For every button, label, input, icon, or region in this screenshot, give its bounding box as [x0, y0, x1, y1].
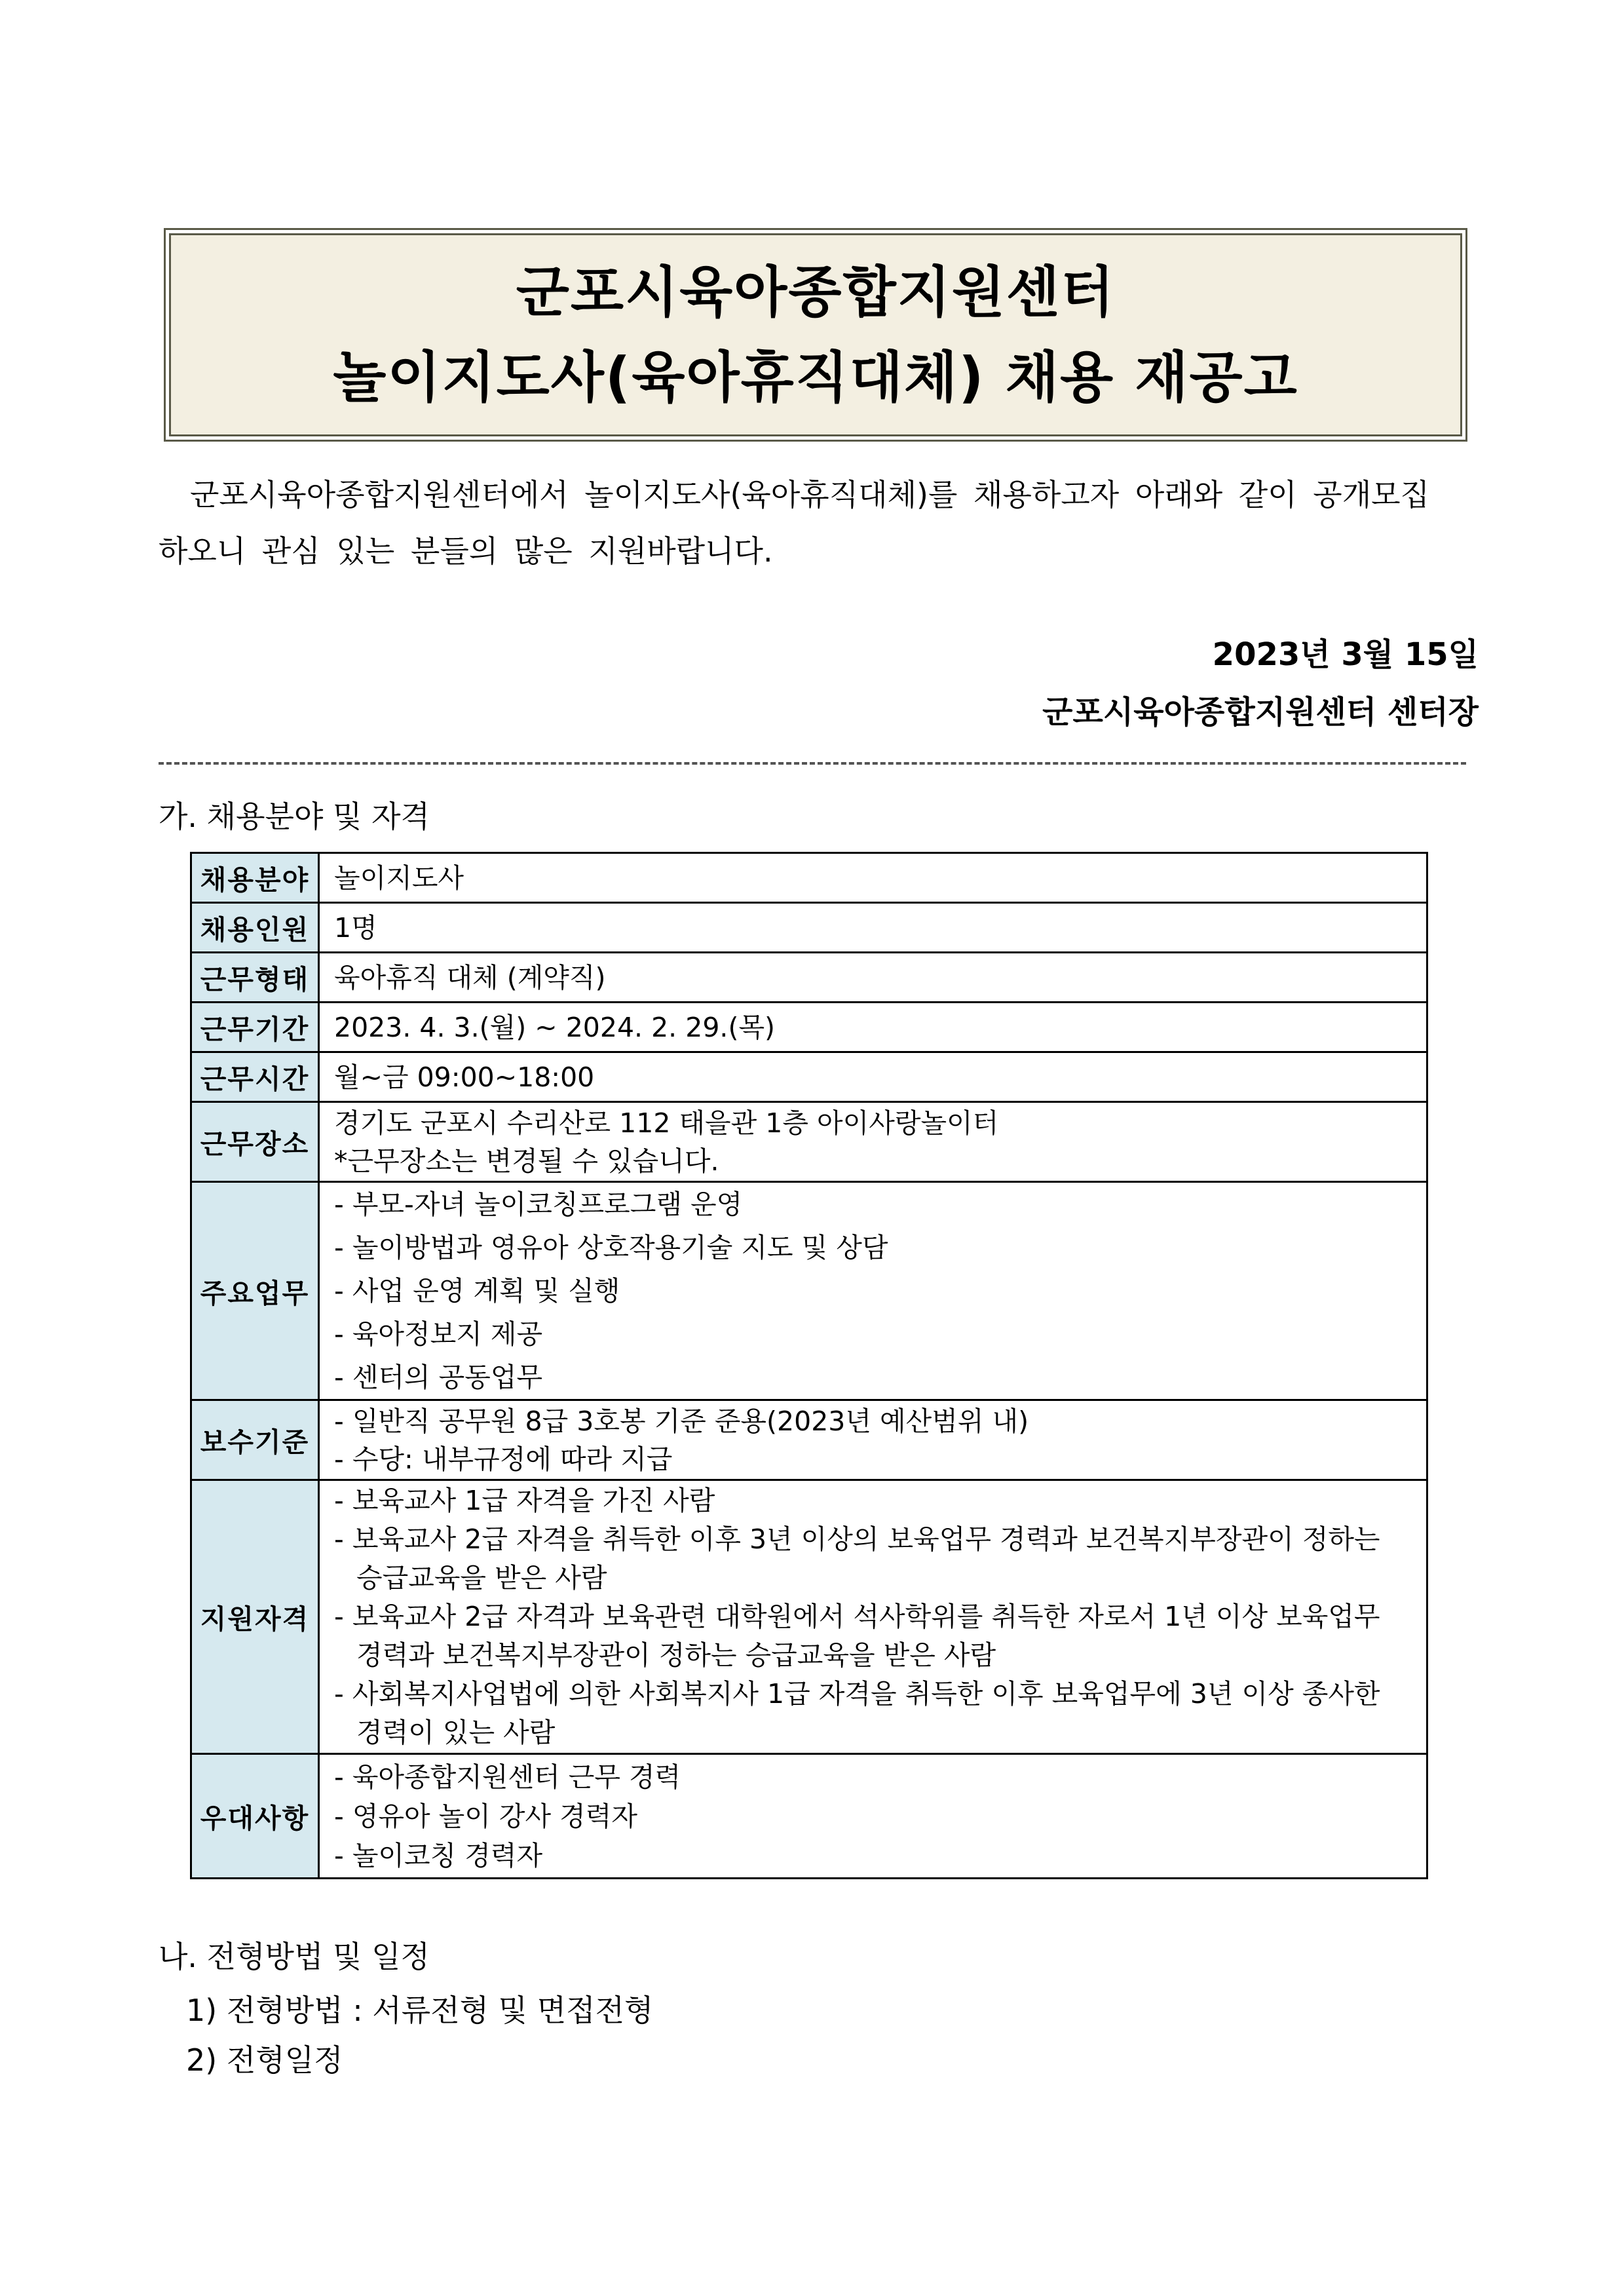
table-row: [191, 853, 1427, 903]
row-label-headcount: 채용인원: [191, 903, 319, 953]
signature: 군포시육아종합지원센터 센터장: [1042, 694, 1479, 731]
notice-date: 2023년 3월 15일: [1212, 636, 1479, 673]
qualification-item: - 보육교사 1급 자격을 가진 사람: [334, 1485, 715, 1516]
intro-paragraph: [159, 467, 1482, 579]
row-value-pay: [319, 1400, 1427, 1480]
row-value-hours: 월~금 09:00~18:00: [319, 1052, 1427, 1102]
row-value-headcount: 1명: [319, 903, 1427, 953]
place-line: *근무장소는 변경될 수 있습니다.: [334, 1145, 719, 1177]
table-row: [191, 903, 1427, 953]
recruitment-table: [190, 852, 1428, 1879]
title-line-1: 군포시육아종합지원센터: [516, 260, 1116, 324]
row-label-field: 채용분야: [191, 853, 319, 903]
table-row: [191, 1003, 1427, 1052]
row-label-preference: 우대사항: [191, 1754, 319, 1879]
duty-item: - 부모-자녀 놀이코칭프로그램 운영: [334, 1189, 743, 1220]
duty-item: - 센터의 공동업무: [334, 1362, 543, 1393]
duty-item: - 놀이방법과 영유아 상호작용기술 지도 및 상담: [334, 1232, 888, 1263]
row-label-type: 근무형태: [191, 953, 319, 1003]
row-label-hours: 근무시간: [191, 1052, 319, 1102]
table-row: [191, 1480, 1427, 1754]
row-value-field: 놀이지도사: [319, 853, 1427, 903]
preference-item: - 영유아 놀이 강사 경력자: [334, 1800, 637, 1832]
row-label-period: 근무기간: [191, 1003, 319, 1052]
qualification-item: - 사회복지사업법에 의한 사회복지사 1급 자격을 취득한 이후 보육업무에 3년 이상 종사한 경력이 있는 사람: [334, 1678, 1380, 1748]
place-line: 경기도 군포시 수리산로 112 태을관 1층 아이사랑놀이터: [334, 1107, 999, 1139]
dashed-divider: [159, 762, 1466, 765]
row-label-place: 근무장소: [191, 1102, 319, 1182]
section-heading-process: 나. 전형방법 및 일정: [159, 1939, 430, 1974]
pay-item: - 일반직 공무원 8급 3호봉 기준 준용(2023년 예산범위 내): [334, 1405, 1029, 1437]
title-line-2: 놀이지도사(육아휴직대체) 채용 재공고: [333, 345, 1298, 410]
intro-line-2: 하오니 관심 있는 분들의 많은 지원바랍니다.: [159, 533, 773, 569]
process-method: 1) 전형방법 : 서류전형 및 면접전형: [186, 1993, 654, 2028]
intro-line-1: 군포시육아종합지원센터에서 놀이지도사(육아휴직대체)를 채용하고자 아래와 같이 공개모집: [190, 477, 1430, 512]
table-row: [191, 1754, 1427, 1879]
qualification-item: - 보육교사 2급 자격을 취득한 이후 3년 이상의 보육업무 경력과 보건복지부장관이 정하는 승급교육을 받은 사람: [334, 1523, 1380, 1594]
row-value-duties: [319, 1182, 1427, 1400]
table-row: [191, 1182, 1427, 1400]
row-value-preference: [319, 1754, 1427, 1879]
section-heading-recruitment: 가. 채용분야 및 자격: [159, 799, 430, 834]
row-value-type: 육아휴직 대체 (계약직): [319, 953, 1427, 1003]
row-value-qualification: [319, 1480, 1427, 1754]
row-value-place: [319, 1102, 1427, 1182]
duty-item: - 사업 운영 계획 및 실행: [334, 1275, 620, 1307]
table-row: [191, 1052, 1427, 1102]
row-label-pay: 보수기준: [191, 1400, 319, 1480]
table-row: [191, 1102, 1427, 1182]
row-value-period: 2023. 4. 3.(월) ~ 2024. 2. 29.(목): [319, 1003, 1427, 1052]
title-box: [169, 233, 1462, 436]
preference-item: - 육아종합지원센터 근무 경력: [334, 1761, 681, 1793]
preference-item: - 놀이코칭 경력자: [334, 1839, 543, 1871]
row-label-qualification: 지원자격: [191, 1480, 319, 1754]
qualification-item: - 보육교사 2급 자격과 보육관련 대학원에서 석사학위를 취득한 자로서 1년 이상 보육업무 경력과 보건복지부장관이 정하는 승급교육을 받은 사람: [334, 1601, 1380, 1671]
pay-item: - 수당: 내부규정에 따라 지급: [334, 1443, 673, 1475]
table-row: [191, 953, 1427, 1003]
row-label-duties: 주요업무: [191, 1182, 319, 1400]
table-row: [191, 1400, 1427, 1480]
duty-item: - 육아정보지 제공: [334, 1318, 543, 1350]
process-schedule: 2) 전형일정: [186, 2042, 343, 2078]
